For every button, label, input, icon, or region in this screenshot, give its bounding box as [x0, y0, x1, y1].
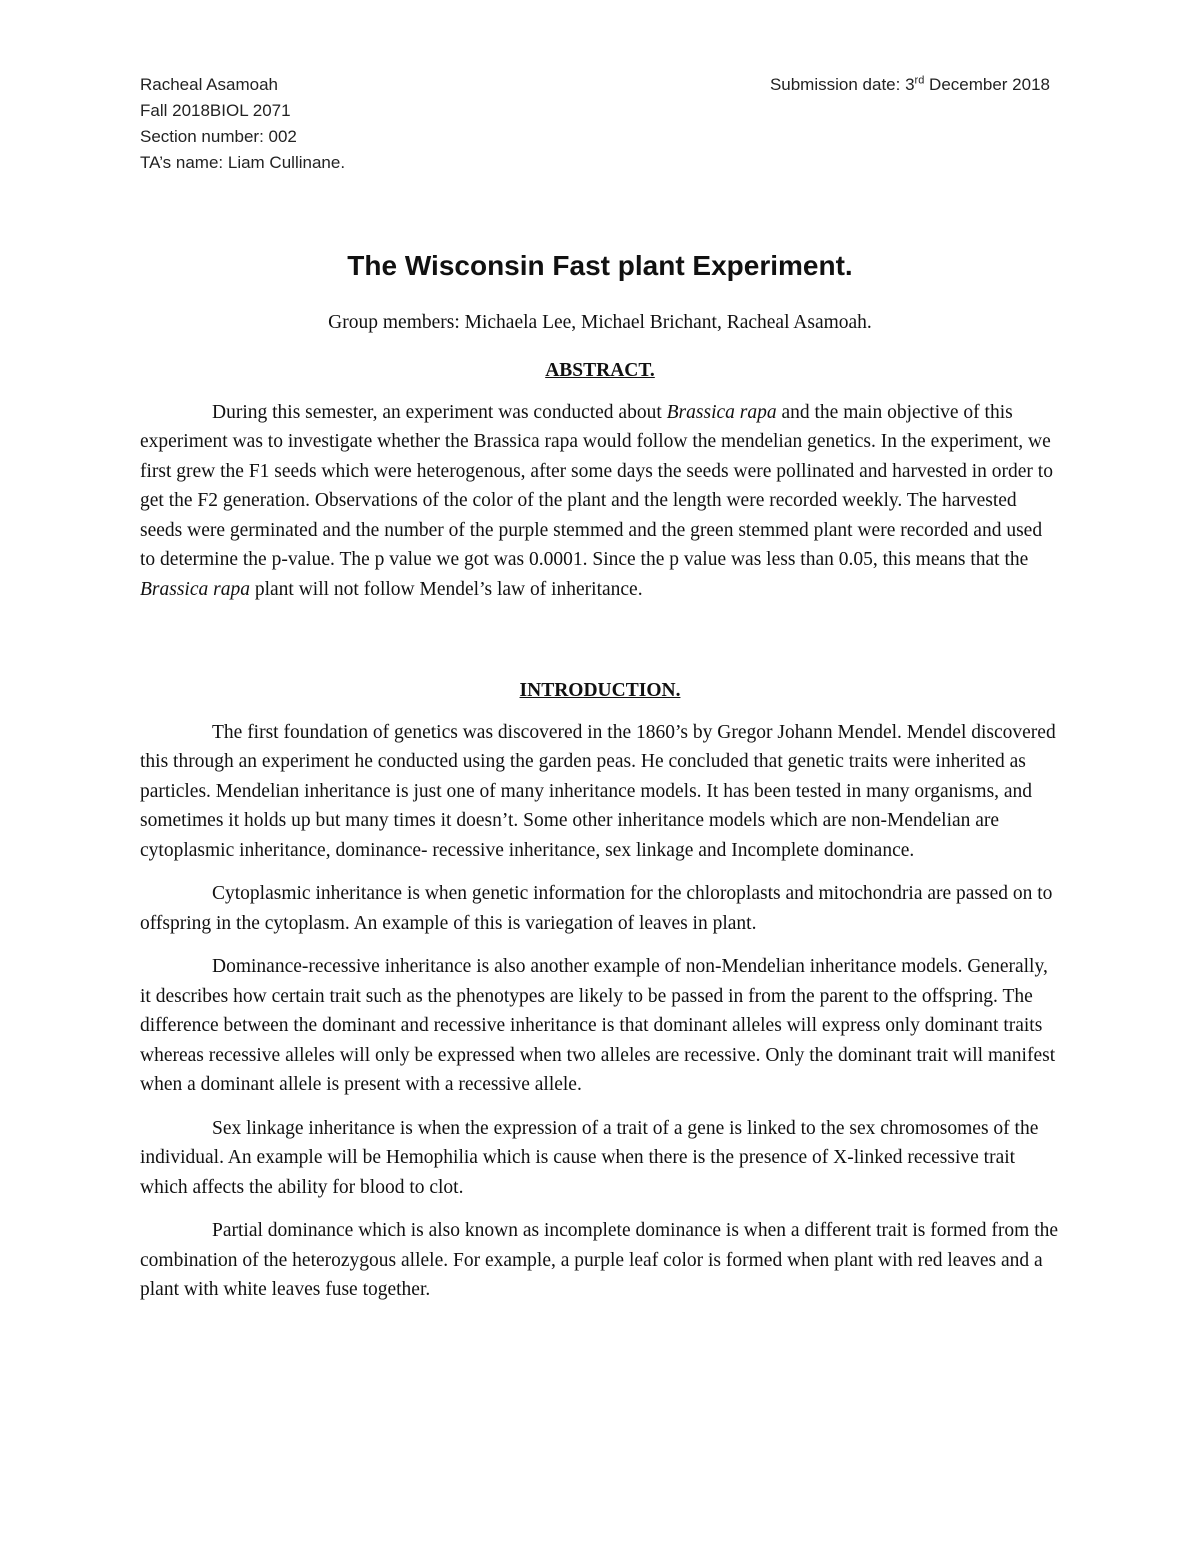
document-title: The Wisconsin Fast plant Experiment.	[347, 250, 853, 281]
ta-line: TA’s name: Liam Cullinane.	[140, 153, 346, 172]
submission-prefix: Submission date: 3	[769, 75, 915, 94]
abstract-text-2: and the main objective of this experiment was to investigate whether the Brassica rapa would follow the mendelian genetics. In the experiment, we first grew the F1 seeds which were heterogenous, after some days the seeds were pollinated and harvested in order to get the F2 generation. Observations of the color of the plant and the length were recorded weekly. The harvested seeds were germinated and the number of the purple stemmed and the green stemmed plant were recorded and used to determine the p-value. The p value we got was 0.0001. Since the p value was less than 0.05, this means that the	[140, 401, 1053, 570]
course-line: Fall 2018BIOL 2071	[140, 101, 291, 120]
abstract-heading: ABSTRACT.	[545, 360, 655, 381]
submission-suffix: December 2018	[924, 75, 1050, 94]
abstract-section	[140, 356, 1060, 604]
intro-paragraph-4: Sex linkage inheritance is when the expression of a trait of a gene is linked to the sex chromosomes of the individual. An example will be Hemophilia which is cause when there is the presence of X-linked recessive trait which affects the ability for blood to clot.	[140, 1117, 1039, 1198]
submission-ordinal: rd	[914, 74, 925, 87]
author-name: Racheal Asamoah	[140, 75, 278, 94]
intro-paragraph-3: Dominance-recessive inheritance is also another example of non-Mendelian inheritance models. Generally, it describes how certain trait such as the phenotypes are likely to be passed in from the parent to the offspring. The difference between the dominant and recessive inheritance is that dominant alleles will express only dominant traits whereas recessive alleles will only be expressed when two alleles are recessive. Only the dominant trait will manifest when a dominant allele is present with a recessive allele.	[140, 956, 1056, 1095]
intro-paragraph-1: The first foundation of genetics was discovered in the 1860’s by Gregor Johann Mendel. Mendel discovered this through an experiment he conducted using the garden peas. He concluded that genetic traits were inherited as particles. Mendelian inheritance is just one of many inheritance models. It has been tested in many organisms, and sometimes it holds up but many times it doesn’t. Some other inheritance models which are non-Mendelian are cytoplasmic inheritance, dominance- recessive inheritance, sex linkage and Incomplete dominance.	[140, 721, 1056, 861]
abstract-paragraph	[140, 398, 1060, 605]
abstract-species-2: Brassica rapa	[140, 578, 250, 600]
submission-date	[770, 72, 1050, 98]
group-members: Group members: Michaela Lee, Michael Brichant, Racheal Asamoah.	[328, 312, 872, 333]
intro-paragraph-2: Cytoplasmic inheritance is when genetic information for the chloroplasts and mitochondria are passed on to offspring in the cytoplasm. An example of this is variegation of leaves in plant.	[140, 883, 1053, 934]
introduction-section	[140, 676, 1060, 1305]
intro-paragraph-5: Partial dominance which is also known as incomplete dominance is when a different trait is formed from the combination of the heterozygous allele. For example, a purple leaf color is formed when plant with red leaves and a plant with white leaves fuse together.	[140, 1220, 1059, 1300]
header-block	[140, 72, 1052, 176]
abstract-text-1: During this semester, an experiment was conducted about	[212, 401, 667, 423]
section-line: Section number: 002	[140, 127, 297, 146]
introduction-heading: INTRODUCTION.	[519, 680, 681, 701]
abstract-species-1: Brassica rapa	[666, 401, 777, 423]
abstract-text-3: plant will not follow Mendel’s law of inheritance.	[249, 578, 643, 600]
